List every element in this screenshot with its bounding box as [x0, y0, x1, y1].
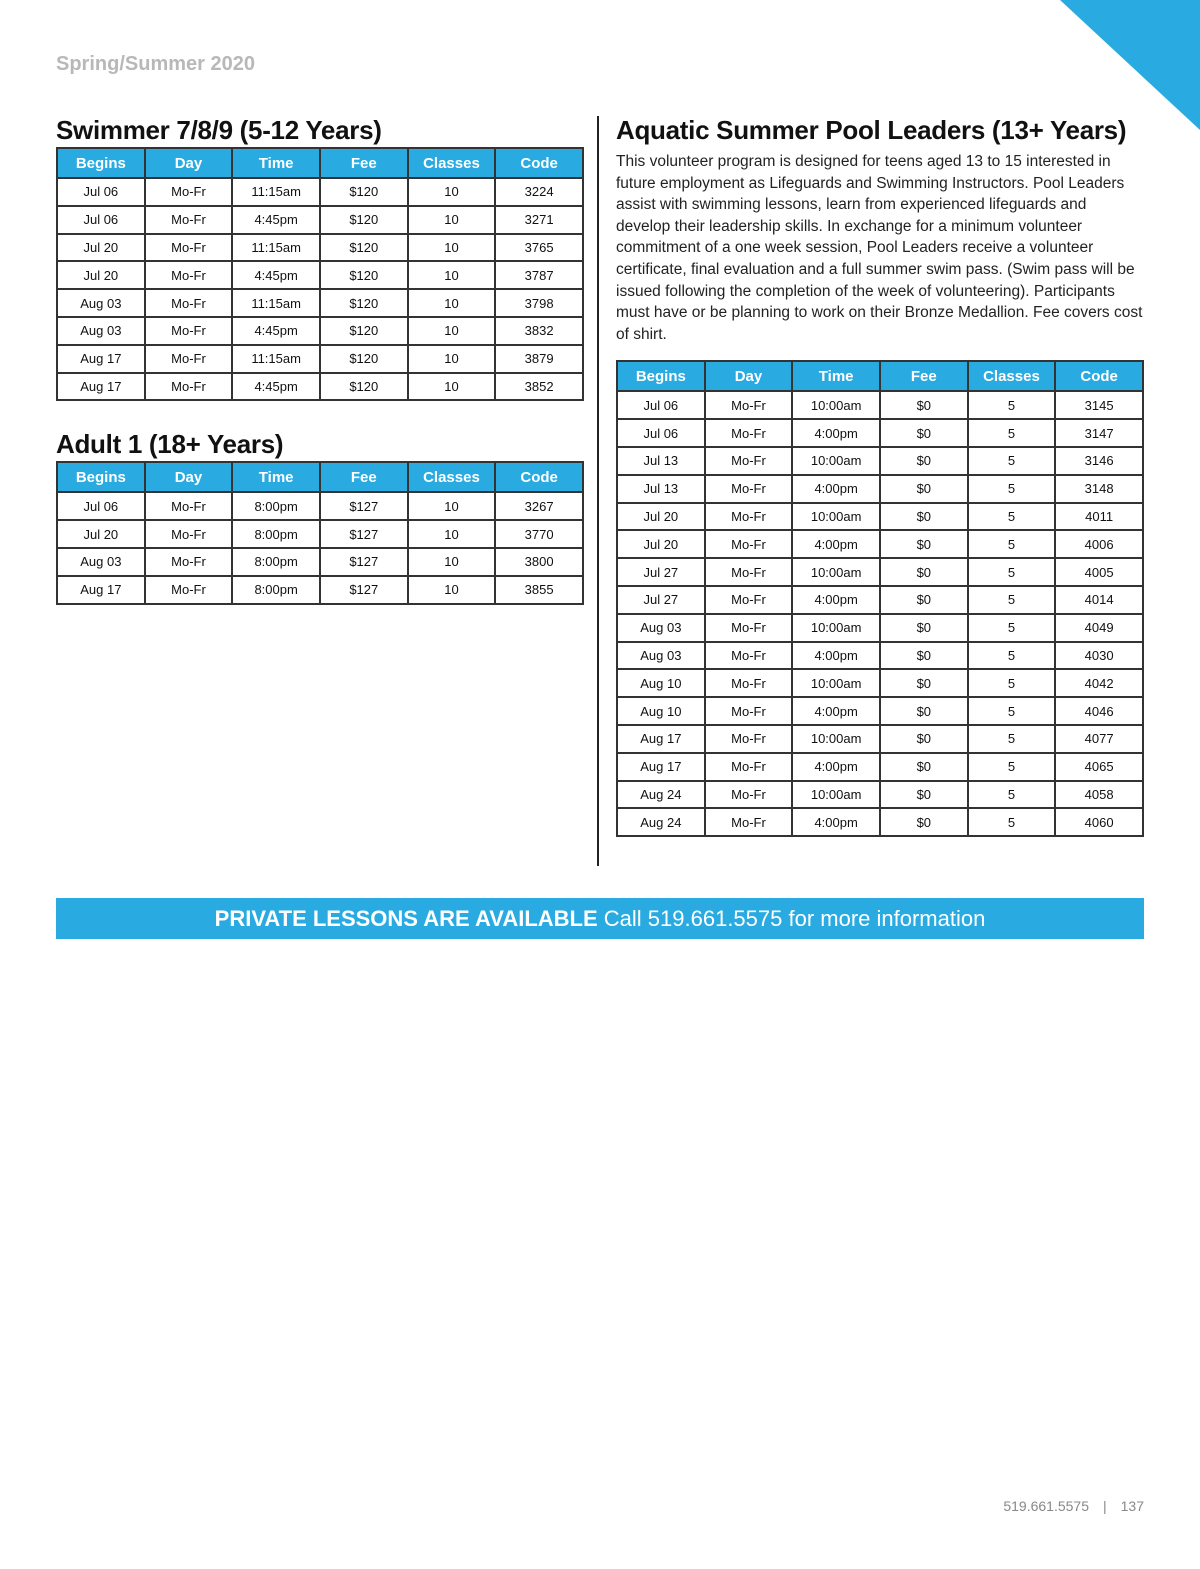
cell-classes: 5 [968, 725, 1056, 753]
private-lessons-banner [56, 898, 1144, 939]
cell-day: Mo-Fr [705, 530, 793, 558]
cell-begins: Jul 06 [57, 206, 145, 234]
cell-code: 3832 [495, 317, 583, 345]
cell-code: 3224 [495, 178, 583, 206]
page-footer [1003, 1498, 1144, 1514]
cell-fee: $0 [880, 808, 968, 836]
table-row [617, 475, 1143, 503]
cell-classes: 5 [968, 642, 1056, 670]
cell-time: 4:00pm [792, 808, 880, 836]
cell-time: 10:00am [792, 558, 880, 586]
cell-day: Mo-Fr [705, 669, 793, 697]
cell-code: 3145 [1055, 391, 1143, 419]
cell-fee: $0 [880, 447, 968, 475]
cell-day: Mo-Fr [705, 753, 793, 781]
cell-classes: 10 [408, 317, 496, 345]
cell-code: 4065 [1055, 753, 1143, 781]
table-row [57, 520, 583, 548]
cell-classes: 5 [968, 614, 1056, 642]
column-header-time: Time [232, 462, 320, 492]
table-header-row [57, 462, 583, 492]
cell-day: Mo-Fr [145, 345, 233, 373]
cell-begins: Jul 20 [617, 530, 705, 558]
table-row [57, 261, 583, 289]
cell-classes: 10 [408, 234, 496, 262]
cell-classes: 5 [968, 475, 1056, 503]
table-row [57, 234, 583, 262]
cell-begins: Aug 17 [617, 753, 705, 781]
cell-code: 4006 [1055, 530, 1143, 558]
cell-time: 4:45pm [232, 373, 320, 401]
cell-fee: $0 [880, 391, 968, 419]
cell-begins: Aug 17 [57, 345, 145, 373]
cell-fee: $0 [880, 558, 968, 586]
cell-classes: 5 [968, 419, 1056, 447]
cell-time: 4:00pm [792, 753, 880, 781]
column-header-begins: Begins [617, 361, 705, 391]
adult-schedule-table [56, 461, 584, 604]
cell-begins: Aug 03 [617, 614, 705, 642]
table-row [617, 808, 1143, 836]
cell-fee: $120 [320, 261, 408, 289]
cell-day: Mo-Fr [705, 697, 793, 725]
table-row [57, 289, 583, 317]
cell-fee: $0 [880, 697, 968, 725]
cell-time: 4:00pm [792, 530, 880, 558]
cell-begins: Aug 24 [617, 808, 705, 836]
table-row [617, 697, 1143, 725]
cell-day: Mo-Fr [705, 391, 793, 419]
cell-fee: $0 [880, 781, 968, 809]
cell-classes: 5 [968, 808, 1056, 836]
cell-classes: 5 [968, 669, 1056, 697]
table-row [57, 317, 583, 345]
table-row [617, 419, 1143, 447]
swimmer-schedule-table [56, 147, 584, 401]
table-row [617, 391, 1143, 419]
column-header-day: Day [705, 361, 793, 391]
cell-code: 3855 [495, 576, 583, 604]
cell-time: 4:00pm [792, 586, 880, 614]
cell-classes: 5 [968, 391, 1056, 419]
cell-begins: Jul 20 [57, 261, 145, 289]
cell-begins: Aug 03 [57, 289, 145, 317]
cell-time: 10:00am [792, 447, 880, 475]
table-row [57, 345, 583, 373]
cell-fee: $120 [320, 373, 408, 401]
column-header-day: Day [145, 462, 233, 492]
column-divider [597, 116, 599, 866]
table-header-row [617, 361, 1143, 391]
cell-classes: 10 [408, 492, 496, 520]
cell-day: Mo-Fr [145, 576, 233, 604]
cell-begins: Aug 03 [617, 642, 705, 670]
cell-fee: $120 [320, 178, 408, 206]
cell-code: 4046 [1055, 697, 1143, 725]
column-header-code: Code [495, 148, 583, 178]
column-header-classes: Classes [408, 462, 496, 492]
table-header-row [57, 148, 583, 178]
cell-fee: $0 [880, 586, 968, 614]
table-row [617, 614, 1143, 642]
cell-classes: 5 [968, 530, 1056, 558]
cell-begins: Aug 03 [57, 548, 145, 576]
cell-time: 4:00pm [792, 419, 880, 447]
column-header-classes: Classes [408, 148, 496, 178]
cell-classes: 10 [408, 548, 496, 576]
table-row [617, 753, 1143, 781]
cell-day: Mo-Fr [145, 289, 233, 317]
cell-day: Mo-Fr [705, 475, 793, 503]
cell-code: 4058 [1055, 781, 1143, 809]
cell-code: 4030 [1055, 642, 1143, 670]
table-row [617, 781, 1143, 809]
cell-time: 10:00am [792, 725, 880, 753]
cell-day: Mo-Fr [705, 503, 793, 531]
cell-begins: Aug 24 [617, 781, 705, 809]
cell-begins: Jul 06 [57, 492, 145, 520]
cell-begins: Jul 27 [617, 586, 705, 614]
column-header-fee: Fee [320, 148, 408, 178]
cell-day: Mo-Fr [705, 781, 793, 809]
cell-day: Mo-Fr [145, 206, 233, 234]
cell-code: 3271 [495, 206, 583, 234]
cell-classes: 5 [968, 558, 1056, 586]
banner-bold-text: PRIVATE LESSONS ARE AVAILABLE [214, 906, 598, 931]
cell-fee: $0 [880, 530, 968, 558]
cell-fee: $0 [880, 753, 968, 781]
leaders-title: Aquatic Summer Pool Leaders (13+ Years) [616, 115, 1127, 145]
page-number: 137 [1120, 1498, 1144, 1514]
cell-day: Mo-Fr [145, 492, 233, 520]
swimmer-title: Swimmer 7/8/9 (5-12 Years) [56, 115, 382, 145]
table-row [57, 373, 583, 401]
cell-code: 4005 [1055, 558, 1143, 586]
cell-fee: $127 [320, 548, 408, 576]
column-header-classes: Classes [968, 361, 1056, 391]
cell-code: 3852 [495, 373, 583, 401]
cell-day: Mo-Fr [705, 642, 793, 670]
cell-code: 4060 [1055, 808, 1143, 836]
cell-time: 10:00am [792, 781, 880, 809]
cell-classes: 5 [968, 753, 1056, 781]
cell-begins: Jul 13 [617, 447, 705, 475]
cell-time: 8:00pm [232, 576, 320, 604]
footer-separator: | [1103, 1498, 1107, 1514]
cell-fee: $127 [320, 576, 408, 604]
cell-day: Mo-Fr [145, 548, 233, 576]
table-row [57, 548, 583, 576]
cell-begins: Aug 17 [617, 725, 705, 753]
cell-classes: 5 [968, 447, 1056, 475]
cell-time: 4:45pm [232, 206, 320, 234]
cell-day: Mo-Fr [705, 586, 793, 614]
table-row [617, 725, 1143, 753]
cell-classes: 5 [968, 586, 1056, 614]
cell-fee: $120 [320, 206, 408, 234]
cell-day: Mo-Fr [145, 373, 233, 401]
cell-code: 4014 [1055, 586, 1143, 614]
cell-code: 3800 [495, 548, 583, 576]
cell-classes: 5 [968, 781, 1056, 809]
cell-classes: 10 [408, 289, 496, 317]
cell-classes: 10 [408, 520, 496, 548]
cell-day: Mo-Fr [705, 725, 793, 753]
column-header-fee: Fee [880, 361, 968, 391]
cell-code: 4077 [1055, 725, 1143, 753]
right-column [616, 115, 1144, 837]
cell-begins: Jul 20 [57, 520, 145, 548]
table-row [617, 447, 1143, 475]
cell-classes: 10 [408, 261, 496, 289]
cell-begins: Aug 10 [617, 669, 705, 697]
cell-classes: 10 [408, 206, 496, 234]
cell-code: 3770 [495, 520, 583, 548]
cell-fee: $120 [320, 345, 408, 373]
table-row [617, 503, 1143, 531]
column-header-code: Code [1055, 361, 1143, 391]
cell-time: 4:00pm [792, 642, 880, 670]
cell-day: Mo-Fr [705, 614, 793, 642]
column-header-day: Day [145, 148, 233, 178]
cell-day: Mo-Fr [705, 419, 793, 447]
cell-day: Mo-Fr [705, 447, 793, 475]
cell-begins: Aug 17 [57, 373, 145, 401]
cell-fee: $0 [880, 503, 968, 531]
cell-begins: Jul 06 [57, 178, 145, 206]
cell-begins: Jul 20 [57, 234, 145, 262]
cell-begins: Jul 27 [617, 558, 705, 586]
cell-time: 8:00pm [232, 520, 320, 548]
cell-day: Mo-Fr [145, 317, 233, 345]
cell-code: 4011 [1055, 503, 1143, 531]
cell-time: 4:45pm [232, 261, 320, 289]
cell-code: 3765 [495, 234, 583, 262]
cell-classes: 10 [408, 178, 496, 206]
cell-day: Mo-Fr [145, 520, 233, 548]
cell-fee: $120 [320, 317, 408, 345]
left-column [56, 115, 584, 605]
cell-fee: $0 [880, 642, 968, 670]
cell-begins: Jul 13 [617, 475, 705, 503]
table-row [617, 558, 1143, 586]
cell-time: 4:45pm [232, 317, 320, 345]
cell-code: 3787 [495, 261, 583, 289]
cell-classes: 5 [968, 697, 1056, 725]
leaders-description: This volunteer program is designed for teens aged 13 to 15 interested in future employment as Lifeguards and Swimming Instructors. Pool Leaders assist with swimming lessons, learn from experienced lifeguards and develop their leadership skills. In exchange for a minimum volunteer commitment of a one week session, Pool Leaders receive a volunteer certificate, final evaluation and a full summer swim pass. (Swim pass will be issued following the completion of the week of volunteering). Participants must have or be planning to work on their Bronze Medallion. Fee covers cost of shirt. [616, 153, 1143, 343]
cell-code: 3267 [495, 492, 583, 520]
column-header-begins: Begins [57, 462, 145, 492]
season-label: Spring/Summer 2020 [56, 53, 255, 75]
cell-classes: 10 [408, 345, 496, 373]
cell-fee: $120 [320, 289, 408, 317]
cell-begins: Aug 10 [617, 697, 705, 725]
cell-code: 3147 [1055, 419, 1143, 447]
table-row [57, 206, 583, 234]
banner-rest-text: Call 519.661.5575 for more information [603, 906, 986, 931]
column-header-begins: Begins [57, 148, 145, 178]
cell-fee: $127 [320, 492, 408, 520]
cell-begins: Jul 06 [617, 419, 705, 447]
cell-code: 4042 [1055, 669, 1143, 697]
cell-time: 10:00am [792, 669, 880, 697]
cell-code: 3798 [495, 289, 583, 317]
table-row [617, 669, 1143, 697]
cell-fee: $0 [880, 475, 968, 503]
table-row [617, 530, 1143, 558]
cell-code: 3148 [1055, 475, 1143, 503]
corner-accent-triangle [1060, 0, 1200, 130]
table-row [617, 586, 1143, 614]
cell-classes: 10 [408, 373, 496, 401]
footer-phone: 519.661.5575 [1003, 1498, 1089, 1514]
cell-time: 10:00am [792, 614, 880, 642]
cell-time: 8:00pm [232, 548, 320, 576]
cell-begins: Jul 06 [617, 391, 705, 419]
cell-time: 4:00pm [792, 697, 880, 725]
cell-fee: $127 [320, 520, 408, 548]
cell-fee: $120 [320, 234, 408, 262]
column-header-code: Code [495, 462, 583, 492]
cell-begins: Jul 20 [617, 503, 705, 531]
cell-classes: 10 [408, 576, 496, 604]
cell-fee: $0 [880, 614, 968, 642]
cell-time: 11:15am [232, 178, 320, 206]
table-row [57, 178, 583, 206]
cell-day: Mo-Fr [145, 178, 233, 206]
cell-day: Mo-Fr [145, 234, 233, 262]
cell-time: 10:00am [792, 391, 880, 419]
leaders-schedule-table [616, 360, 1144, 837]
cell-day: Mo-Fr [705, 808, 793, 836]
table-row [57, 492, 583, 520]
cell-begins: Aug 17 [57, 576, 145, 604]
cell-code: 4049 [1055, 614, 1143, 642]
cell-code: 3146 [1055, 447, 1143, 475]
cell-time: 11:15am [232, 345, 320, 373]
cell-fee: $0 [880, 725, 968, 753]
cell-classes: 5 [968, 503, 1056, 531]
cell-time: 8:00pm [232, 492, 320, 520]
column-header-time: Time [232, 148, 320, 178]
adult-title: Adult 1 (18+ Years) [56, 429, 284, 460]
cell-day: Mo-Fr [705, 558, 793, 586]
cell-fee: $0 [880, 419, 968, 447]
cell-time: 11:15am [232, 234, 320, 262]
cell-begins: Aug 03 [57, 317, 145, 345]
cell-code: 3879 [495, 345, 583, 373]
cell-time: 11:15am [232, 289, 320, 317]
cell-time: 10:00am [792, 503, 880, 531]
table-row [617, 642, 1143, 670]
cell-day: Mo-Fr [145, 261, 233, 289]
column-header-time: Time [792, 361, 880, 391]
table-row [57, 576, 583, 604]
cell-fee: $0 [880, 669, 968, 697]
cell-time: 4:00pm [792, 475, 880, 503]
column-header-fee: Fee [320, 462, 408, 492]
